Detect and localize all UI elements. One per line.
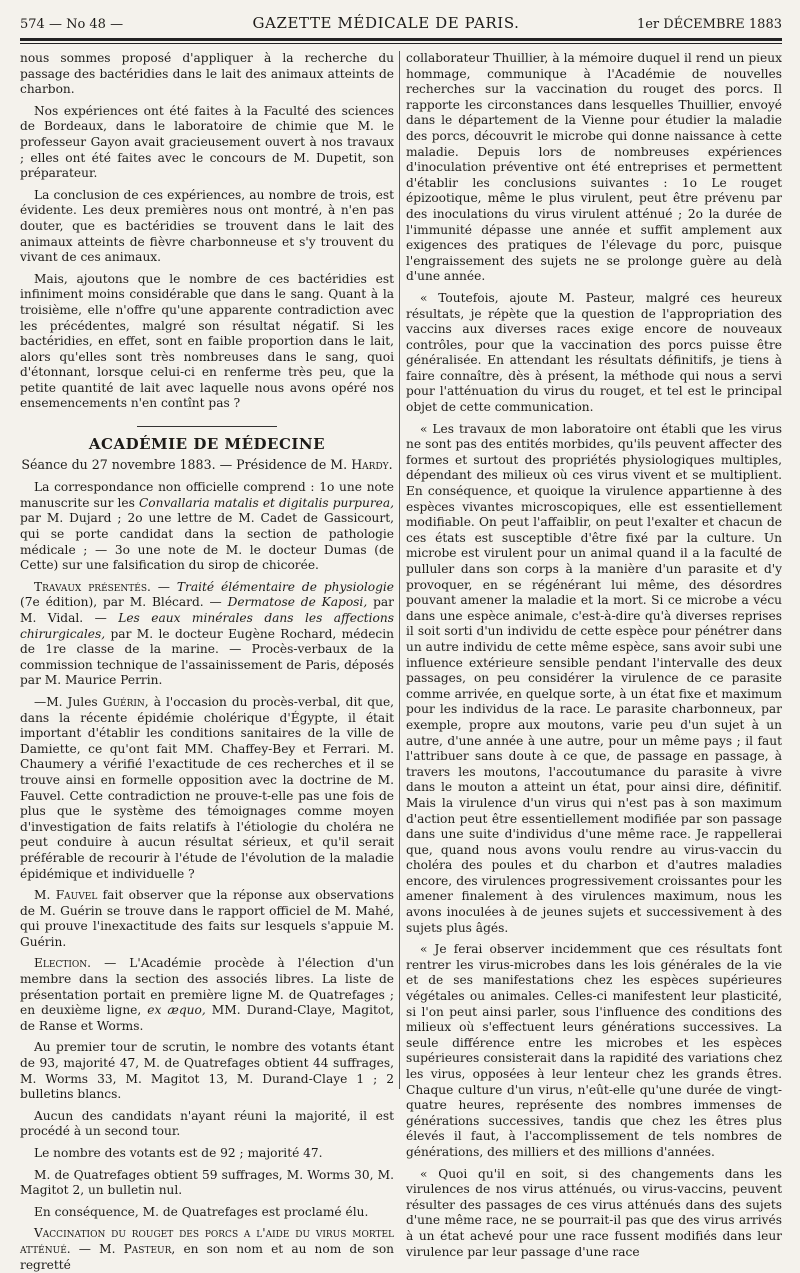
page-header <box>20 14 782 40</box>
header-rule-thick <box>20 38 782 41</box>
page-number: 574 — No 48 — <box>20 17 124 32</box>
election-text: — L'Académie procède à l'élection d'un membre dans la section des associés libres. La liste de présentation portait en première ligne M. de Quatrefages ; en deuxième ligne, <box>20 956 394 1018</box>
works-text: par M. le docteur Eugène Rochard, médecin de 1re classe de la marine. — Procès-verbaux de la commission technique de l'assainissement de Paris, déposés par M. Maurice Perrin. <box>20 626 394 688</box>
right-paragraph: « Les travaux de mon laboratoire ont établi que les virus ne sont pas des entités morbides, qu'ils peuvent affecter des formes et surtout des propriétés physiologiques multiples, dépendant des milieux où ces virus vivent et se multiplient. En conséquence, et quoique la virulence appartienne à des espèces vivantes microscopiques, elle est essentiellement modifiable. On peut l'affaiblir, on peut l'exalter et chacun de ces états est susceptible d'être fixé par la culture. Un microbe est virulent pour un animal quand il a la faculté de pulluler dans son corps à la manière d'un parasite et d'y provoquer, en se régénérant lui même, des désordres pouvant amener la maladie et la mort. Si ce microbe a vécu dans une espèce animale, c'est-à-dire qu'à diverses reprises il soit sorti d'un individu de cette espèce pour pénétrer dans un autre individu de cette même espèce, sans avoir subi une influence extérieure sensible pendant l'intervalle des deux passages, on peu considérer la virulence de ce parasite comme arrivée, en quelque sorte, à un état fixe et maximum pour les individus de la race. Le parasite charbonneux, par exemple, propre aux moutons, varie peu d'un sujet à un autre, d'une année à une autre, pour un même pays ; il faut l'attribuer sans doute à ce que, de passage en passage, à travers les moutons, l'accoutumance du parasite à vivre dans le mouton a atteint un état, pour ainsi dire, définitif. Mais la virulence d'un virus qui n'est pas à son maximum d'action peut être essentiellement modifiée par son passage dans une suite d'individus d'une même race. Je rappellerai que, quand nous avons voulu rendre au virus-vaccin du choléra des poules et du charbon et d'autres maladies encore, des virulences progressivement croissantes pour les amener finalement à des virulences maximum, nous les avons inoculées à de jeunes sujets et successivement à des sujets plus âgés. <box>406 421 782 935</box>
issue-date: 1er DÉCEMBRE 1883 <box>636 17 782 32</box>
session-line <box>20 457 394 473</box>
works-text: — <box>157 579 170 594</box>
header-rule-thin <box>20 43 782 44</box>
right-paragraph: collaborateur Thuillier, à la mémoire duquel il rend un pieux hommage, communique à l'Académie de nouvelles recherches sur la vaccination du rouget des porcs. Il rapporte les circonstances dans lesquelles Thuillier, envoyé dans le département de la Vienne pour étudier la maladie des porcs, découvrit le microbe qui donne naissance à cette maladie. Depuis lors de nombreuses expériences d'inoculation préventive ont été entreprises et permettent d'établir les conclusions suivantes : 1o Le rouget épizootique, même le plus virulent, peut être prévenu par des inoculations du virus virulent atténué ; 2o la durée de l'immunité dépasse une année et suffit amplement aux exigences des pratiques de l'élevage du porc, puisque l'engraissement des sujets ne se prolonge guère au delà d'une année. <box>406 51 782 284</box>
right-paragraph: « Je ferai observer incidemment que ces résultats font rentrer les virus-microbes dans les lois générales de la vie et de ses manifestations chez les espèces supérieures végétales ou animales. Celles-ci manifestent leur plasticité, si l'on peut ainsi parler, sous l'influence des conditions des milieux où s'effectuent leurs générations successives. La seule différence entre les microbes et les espèces supérieures consisterait dans la rapidité des variations chez les virus, opposées à leur lenteur chez les grands êtres. Chaque culture d'un virus, n'eût-elle qu'une durée de vingt-quatre heures, représente des nombres immenses de générations successives, tandis que chez les êtres plus élevés il faut, à l'accomplissement de tels nombres de générations, des milliers et des millions d'années. <box>406 942 782 1159</box>
section-divider <box>137 426 277 427</box>
guerin-text: —M. Jules <box>34 694 98 709</box>
works-title: Dermatose de Kaposi, <box>227 595 368 610</box>
right-paragraph: « Quoi qu'il en soit, si des changements dans les virulences de nos virus atténués, ou virus-vaccins, peuvent résulter des passages de ces virus atténués dans des sujets d'une même race, ne se pourrait-il pas que des virus arrivés à un état achevé pour une race fussent modifiés dans leur virulence par leur passage d'une race <box>406 1166 782 1259</box>
vaccination-text: — M. <box>78 1241 116 1256</box>
fauvel-paragraph <box>20 888 394 950</box>
correspondence-text: par M. Dujard ; 2o une lettre de M. Cadet de Gassicourt, qui se porte candidat dans la section de pathologie médicale ; — 3o une note de M. le docteur Dumas (de Cette) sur une falsification du sirop de chicorée. <box>20 511 394 573</box>
right-column <box>406 51 782 1259</box>
fauvel-text: fait observer que la réponse aux observations de M. Guérin se trouve dans le rapport officiel de M. Mahé, qui prouve l'inexactitude des faits sur lesquels s'appuie M. Guérin. <box>20 888 395 949</box>
section-title: ACADÉMIE DE MÉDECINE <box>88 435 326 454</box>
election-heading: Election. <box>34 956 92 971</box>
proclamation-paragraph: En conséquence, M. de Quatrefages est proclamé élu. <box>34 1204 369 1219</box>
voters-paragraph: Le nombre des votants est de 92 ; majorité 47. <box>34 1146 323 1160</box>
pasteur-name: Pasteur, <box>123 1241 176 1256</box>
left-paragraph: La conclusion de ces expériences, au nombre de trois, est évidente. Les deux premières nous ont montré, à n'en pas douter, que es bactéridies se trouvent dans le lait des animaux atteints de fièvre charbonneuse et s'y trouvent du vivant de ces animaux. <box>20 187 394 265</box>
second-round-paragraph: Aucun des candidats n'ayant réuni la majorité, il est procédé à un second tour. <box>20 1108 394 1139</box>
fauvel-name: Fauvel <box>55 888 98 903</box>
left-paragraph: Mais, ajoutons que le nombre de ces bactéridies est infiniment moins considérable que dans le sang. Quant à la troisième, elle n'offre qu'une apparente contradiction avec les précédentes, malgré son résultat négatif. Si les bactéridies, en effet, sont en faible proportion dans le lait, alors qu'elles sont très nombreuses dans le sang, quoi d'étonnant, lorsque celui-ci en renferme très peu, que la petite quantité de lait avec laquelle nous avons opéré nos ensemencements n'en contînt pas ? <box>20 271 394 411</box>
election-paragraph <box>20 956 394 1034</box>
works-paragraph <box>20 580 394 689</box>
works-text: (7e édition), par M. Blécard. — <box>20 595 222 610</box>
correspondence-text: La correspondance non officielle comprend : 1o une note manuscrite sur les <box>20 480 394 510</box>
guerin-text: à l'occasion du procès-verbal, dit que, dans la récente épidémie cholérique d'Égypte, il était important d'établir les conditions sanitaires de la ville de Damiette, ce qu'ont fait MM. Chaffey-Bey et Ferrari. M. Chaumery a vérifié l'exactitude de ces recherches et il se trouve ainsi en formelle opposition avec la doctrine de M. Fauvel. Cette contradiction ne prouve-t-elle pas une fois de plus que le système des témoignages comme moyen d'investigation de faits relatifs à l'étiologie du choléra ne peut conduire à aucun résultat sérieux, et qu'il serait préférable de recourir à l'étude de l'évolution de la maladie épidémique et individuelle ? <box>20 694 395 881</box>
left-paragraph: Nos expériences ont été faites à la Faculté des sciences de Bordeaux, dans le laboratoire de chimie que M. le professeur Gayon avait gracieusement ouvert à nos travaux ; elles ont été faites avec le concours de M. Dupetit, son préparateur. <box>20 103 394 181</box>
vaccination-paragraph <box>20 1226 394 1273</box>
journal-title: GAZETTE MÉDICALE DE PARIS. <box>252 14 520 32</box>
works-heading: Travaux présentés. <box>34 579 151 594</box>
correspondence-title: Convallaria matalis et digitalis purpurea, <box>138 495 395 510</box>
election-text: MM. Durand-Claye, Magitot, de Ranse et Worms. <box>20 1003 395 1033</box>
correspondence-paragraph <box>20 480 394 574</box>
guerin-name: Guérin, <box>102 694 149 709</box>
vaccination-heading: Vaccination du rouget des porcs a l'aide du virus mortel atténué. <box>20 1226 394 1256</box>
session-date: Séance du 27 novembre 1883. — Présidence de M. <box>21 456 348 472</box>
column-divider <box>399 51 400 1089</box>
guerin-paragraph <box>20 695 394 882</box>
works-title: Les eaux minérales dans les affections chirurgicales, <box>20 611 394 641</box>
works-title: Traité élémentaire de physiologie <box>176 579 395 594</box>
left-column <box>20 51 395 1272</box>
right-paragraph: « Toutefois, ajoute M. Pasteur, malgré ces heureux résultats, je répète que la question de l'appropriation des vaccins aux diverses races exige encore de nouveaux contrôles, pour que la vaccination des porcs puisse être généralisée. En attendant les résultats définitifs, je tiens à faire connaître, dès à présent, la méthode qui nous a servi pour l'atténuation du virus du rouget, et tel est le principal objet de cette communication. <box>406 290 782 415</box>
session-president: Hardy. <box>351 456 393 472</box>
result-paragraph: M. de Quatrefages obtient 59 suffrages, M. Worms 30, M. Magitot 2, un bulletin nul. <box>20 1167 394 1198</box>
election-italic: ex æquo, <box>147 1003 206 1018</box>
fauvel-text: M. <box>34 888 51 903</box>
left-paragraph: nous sommes proposé d'appliquer à la recherche du passage des bactéridies dans le lait des animaux atteints de charbon. <box>20 51 394 97</box>
first-round-paragraph: Au premier tour de scrutin, le nombre des votants étant de 93, majorité 47, M. de Quatrefages obtient 44 suffrages, M. Worms 33, M. Magitot 13, M. Durand-Claye 1 ; 2 bulletins blancs. <box>20 1040 394 1102</box>
vaccination-text: en son nom et au nom de son regretté <box>20 1241 395 1272</box>
works-text: par M. Vidal. — <box>20 595 394 625</box>
